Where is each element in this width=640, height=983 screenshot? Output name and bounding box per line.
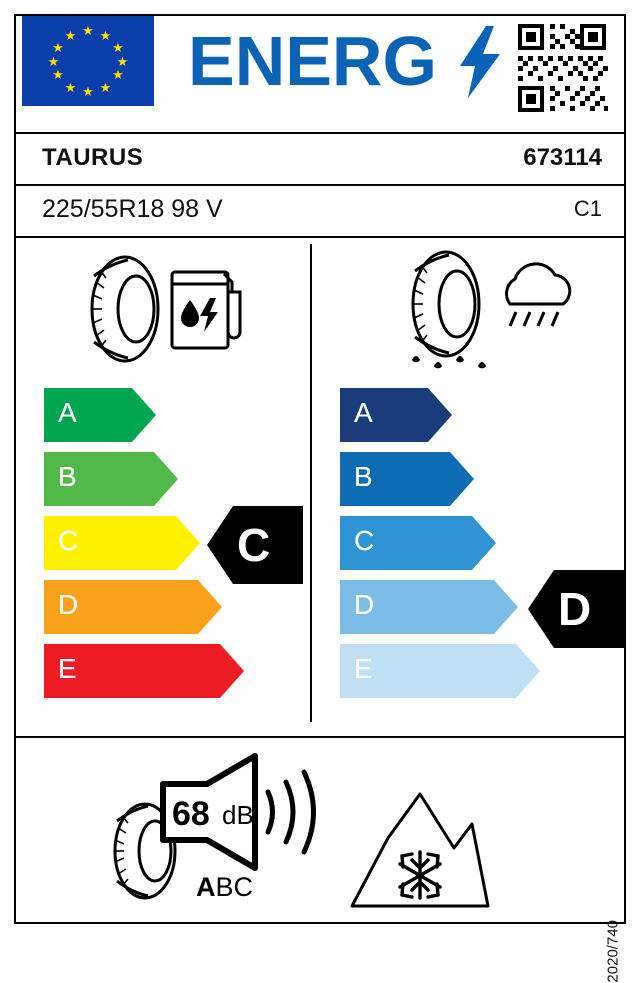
scale-letter: C xyxy=(354,525,375,556)
brand-row xyxy=(16,132,624,184)
scale-letter: D xyxy=(354,589,375,620)
scale-letter: E xyxy=(58,653,77,684)
brand-name: TAURUS xyxy=(42,144,144,171)
date-code: 2020/740 xyxy=(605,920,622,983)
brand-code: 673114 xyxy=(523,144,602,171)
noise-unit: dB xyxy=(222,800,254,830)
scale-letter: E xyxy=(354,653,373,684)
wet-grade-badge xyxy=(528,570,624,648)
noise-class xyxy=(196,872,253,903)
page-title: ENERG xyxy=(188,22,437,100)
rain-cloud-tyre-icon xyxy=(398,254,578,374)
noise-value: 68 xyxy=(172,795,210,833)
noise-class-active: A xyxy=(196,872,216,902)
fuel-grade-value: C xyxy=(237,519,271,571)
scale-letter: B xyxy=(58,461,77,492)
tyre-size-row xyxy=(16,184,624,236)
tyre-size: 225/55R18 98 V xyxy=(42,195,223,223)
three-peak-mountain-snowflake-icon xyxy=(350,790,490,910)
fuel-pump-tyre-icon xyxy=(80,254,250,364)
tyre-class: C1 xyxy=(573,196,602,221)
fuel-grade-badge xyxy=(207,506,303,584)
scale-letter: C xyxy=(58,525,79,556)
scale-letter: A xyxy=(354,397,373,428)
scale-letter: A xyxy=(58,397,77,428)
column-divider xyxy=(310,244,312,722)
qr-code-icon xyxy=(516,22,608,114)
eu-flag-icon: ★ ★ ★ ★ ★ ★ ★ ★ ★ ★ ★ ★ xyxy=(22,16,154,106)
lightning-bolt-icon xyxy=(460,26,500,98)
scale-letter: D xyxy=(58,589,79,620)
scale-letter: B xyxy=(354,461,373,492)
wet-grade-value: D xyxy=(558,583,592,635)
noise-class-rest: BC xyxy=(215,872,254,902)
